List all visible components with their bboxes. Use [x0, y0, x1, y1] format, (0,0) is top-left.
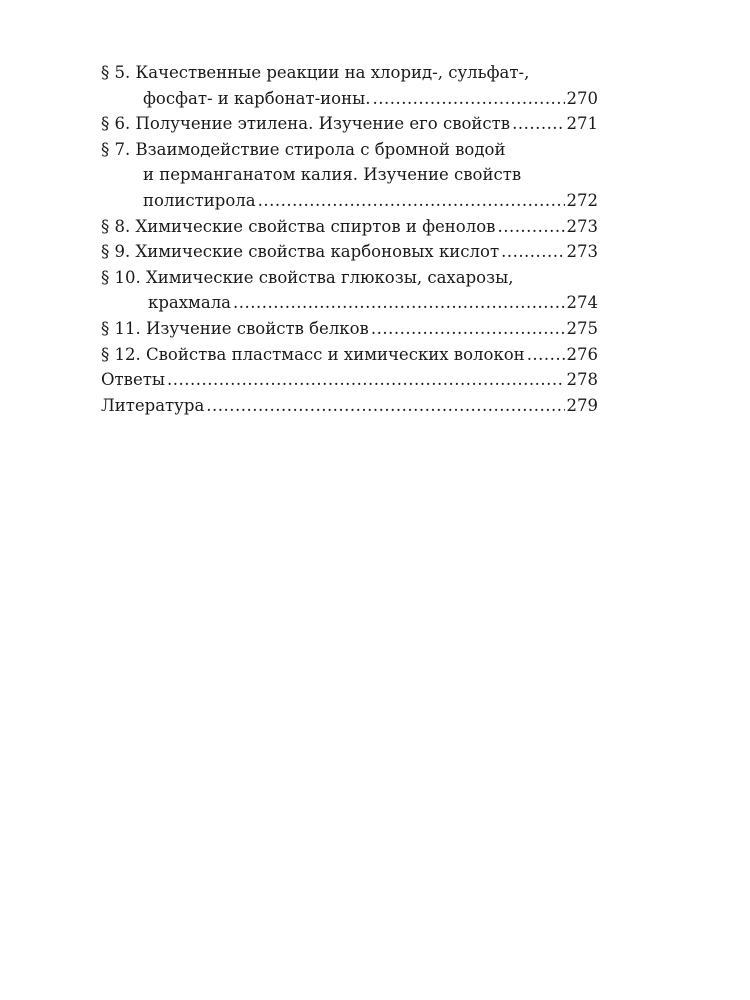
toc-entry-section-5: [101, 60, 598, 111]
dot-leader: [501, 239, 564, 265]
toc-page-number: 272: [566, 190, 598, 210]
toc-entry-title-line: § 11. Изучение свойств белков: [101, 318, 369, 338]
toc-entry-title-line: и перманганатом калия. Изучение свойств: [143, 165, 522, 185]
toc-page-number: 273: [566, 216, 598, 236]
toc-entry-section-12: [101, 342, 598, 368]
toc-entry-title-line: Ответы: [101, 370, 165, 390]
toc-entry-title-line: § 8. Химические свойства спиртов и фенолов: [101, 216, 496, 236]
toc-entry-title-line: § 7. Взаимодействие стирола с бромной водой: [101, 139, 506, 159]
toc-page-number: 276: [566, 344, 598, 364]
dot-leader: [167, 367, 565, 393]
toc-page-number: 271: [566, 114, 598, 134]
dot-leader: [527, 342, 565, 368]
toc-entry-title-line: крахмала: [148, 293, 232, 313]
toc-entry-answers: [101, 367, 598, 393]
toc-page-number: 278: [566, 370, 598, 390]
toc-entry-title-line: § 5. Качественные реакции на хлорид-, сульфат-,: [101, 63, 530, 82]
toc-entry-section-7: [101, 137, 598, 214]
dot-leader: [372, 86, 564, 112]
dot-leader: [497, 214, 564, 240]
toc-page-number: 275: [566, 318, 598, 338]
dot-leader: [258, 188, 565, 214]
toc-entry-literature: [101, 393, 598, 419]
toc-page-number: 273: [566, 242, 598, 262]
toc-entry-title-line: § 12. Свойства пластмасс и химических волокон: [101, 344, 525, 364]
dot-leader: [371, 316, 565, 342]
toc-entry-section-6: [101, 111, 598, 137]
toc-entry-title-line: фосфат- и карбонат-ионы.: [143, 88, 371, 108]
dot-leader: [206, 393, 564, 419]
toc-entry-title-line: § 10. Химические свойства глюкозы, сахарозы,: [101, 267, 514, 287]
toc-entry-title-line: полистирола: [143, 190, 256, 210]
toc-entry-section-11: [101, 316, 598, 342]
toc-page-number: 279: [566, 395, 598, 415]
toc-page-number: 274: [566, 293, 598, 313]
table-of-contents: [101, 60, 598, 418]
toc-entry-section-8: [101, 214, 598, 240]
dot-leader: [233, 290, 564, 316]
toc-page-number: 270: [566, 88, 598, 108]
toc-entry-section-10: [101, 265, 598, 316]
dot-leader: [512, 111, 564, 137]
toc-entry-title-line: § 6. Получение этилена. Изучение его свойств: [101, 114, 511, 134]
toc-entry-title-line: Литература: [101, 395, 205, 415]
toc-entry-section-9: [101, 239, 598, 265]
toc-entry-title-line: § 9. Химические свойства карбоновых кислот: [101, 242, 500, 262]
